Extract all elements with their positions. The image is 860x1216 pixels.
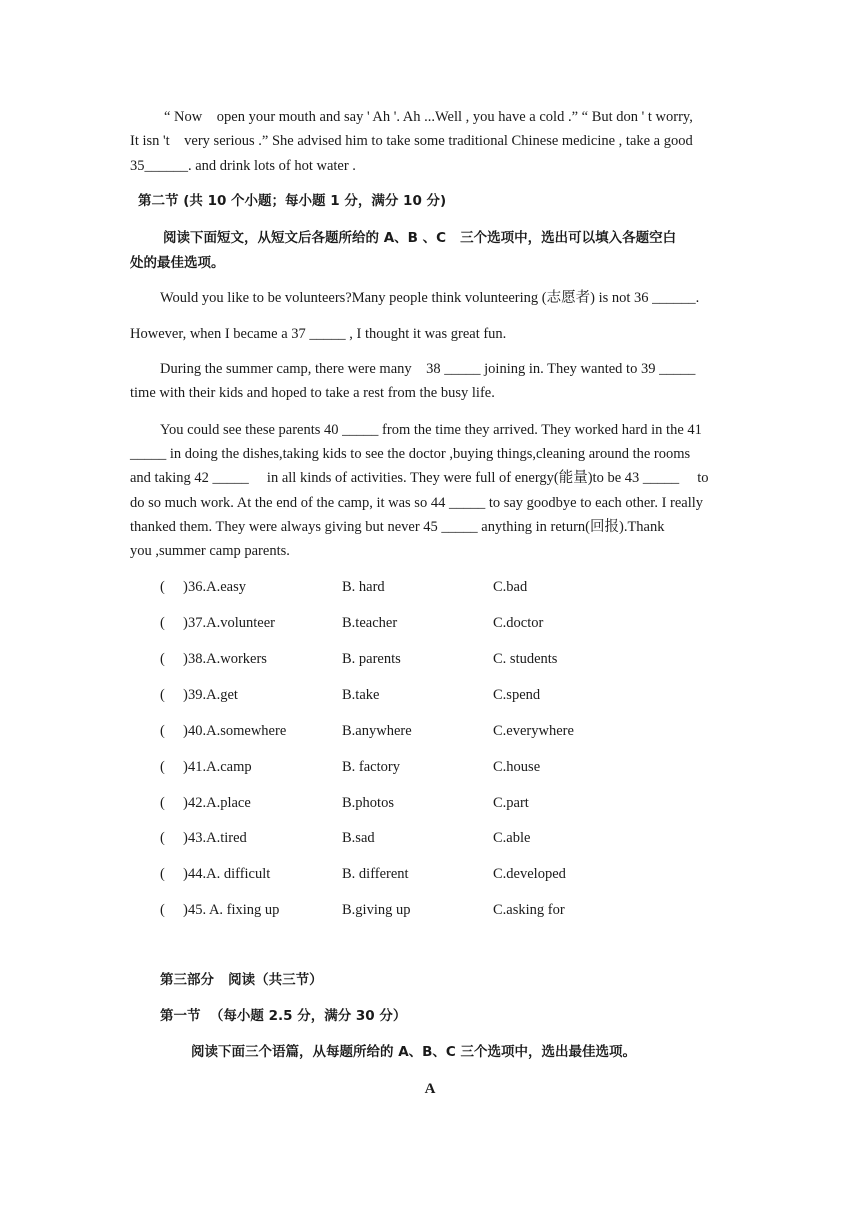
passage-line: you ,summer camp parents. bbox=[130, 543, 290, 559]
instruction-text: 阅读下面短文，从短文后各题所给的 A、B 、C 三个选项中，选出可以填入各题空白 bbox=[163, 230, 677, 246]
option-c: C.spend bbox=[493, 687, 541, 703]
answer-blank[interactable]: ( ) bbox=[160, 687, 188, 703]
option-b: B. different bbox=[342, 866, 409, 882]
paragraph-line: 35______. and drink lots of hot water . bbox=[130, 158, 356, 174]
option-c: C.part bbox=[493, 795, 529, 811]
option-a: 38.A.workers bbox=[188, 651, 267, 667]
question-row bbox=[160, 757, 720, 777]
question-row bbox=[160, 828, 720, 848]
option-a: 42.A.place bbox=[188, 795, 251, 811]
passage-line: thanked them. They were always giving but never 45 _____ anything in return(回报).Thank bbox=[130, 519, 665, 535]
passage-label: A bbox=[424, 1081, 436, 1097]
option-c: C.bad bbox=[493, 579, 528, 595]
passage-line: You could see these parents 40 _____ from the time they arrived. They worked hard in the 41 bbox=[160, 422, 702, 438]
section-heading: 第二节 (共 10 个小题；每小题 1 分，满分 10 分) bbox=[138, 193, 447, 209]
option-a: 39.A.get bbox=[188, 687, 238, 703]
passage-line: do so much work. At the end of the camp, it was so 44 _____ to say goodbye to each other. I really bbox=[130, 495, 704, 511]
answer-blank[interactable]: ( ) bbox=[160, 651, 188, 667]
option-c: C.house bbox=[493, 759, 541, 775]
option-b: B.teacher bbox=[342, 615, 398, 631]
option-c: C.asking for bbox=[493, 902, 565, 918]
option-a: 44.A. difficult bbox=[188, 866, 271, 882]
answer-blank[interactable]: ( ) bbox=[160, 615, 188, 631]
option-c: C.developed bbox=[493, 866, 566, 882]
question-row bbox=[160, 649, 720, 669]
paragraph-line: It isn 't very serious .” She advised him to take some traditional Chinese medicine , take a good bbox=[130, 133, 693, 149]
answer-blank[interactable]: ( ) bbox=[160, 723, 188, 739]
option-a: 43.A.tired bbox=[188, 830, 247, 846]
passage-line: _____ in doing the dishes,taking kids to see the doctor ,buying things,cleaning around the rooms bbox=[130, 446, 691, 462]
question-row bbox=[160, 685, 720, 705]
passage-line: and taking 42 _____ in all kinds of activities. They were full of energy(能量)to be 43 _____ to bbox=[130, 470, 709, 486]
instruction-text: 阅读下面三个语篇，从每题所给的 A、B、C 三个选项中，选出最佳选项。 bbox=[191, 1044, 637, 1060]
option-b: B.photos bbox=[342, 795, 394, 811]
answer-blank[interactable]: ( ) bbox=[160, 830, 188, 846]
passage-line: During the summer camp, there were many 38 _____ joining in. They wanted to 39 _____ bbox=[160, 361, 696, 377]
answer-blank[interactable]: ( ) bbox=[160, 866, 188, 882]
option-a: 37.A.volunteer bbox=[188, 615, 275, 631]
answer-blank[interactable]: ( ) bbox=[160, 759, 188, 775]
part-heading: 第三部分 阅读（共三节） bbox=[160, 972, 323, 988]
option-a: 36.A.easy bbox=[188, 579, 246, 595]
option-a: 40.A.somewhere bbox=[188, 723, 287, 739]
option-b: B. factory bbox=[342, 759, 400, 775]
option-b: B. hard bbox=[342, 579, 385, 595]
passage-line: However, when I became a 37 _____ , I thought it was great fun. bbox=[130, 326, 507, 342]
answer-blank[interactable]: ( ) bbox=[160, 579, 188, 595]
question-row bbox=[160, 793, 720, 813]
option-c: C.doctor bbox=[493, 615, 544, 631]
option-c: C.everywhere bbox=[493, 723, 574, 739]
option-b: B.sad bbox=[342, 830, 375, 846]
instruction-text: 处的最佳选项。 bbox=[130, 255, 225, 271]
option-c: C. students bbox=[493, 651, 558, 667]
passage-line: Would you like to be volunteers?Many people think volunteering (志愿者) is not 36 ______. bbox=[160, 290, 700, 306]
question-row bbox=[160, 721, 720, 741]
question-row bbox=[160, 577, 720, 597]
option-b: B.take bbox=[342, 687, 380, 703]
option-c: C.able bbox=[493, 830, 531, 846]
paragraph-line: “ Now open your mouth and say ' Ah '. Ah ...Well , you have a cold .” “ But don ' t worry, bbox=[164, 109, 693, 125]
answer-blank[interactable]: ( ) bbox=[160, 795, 188, 811]
option-b: B.giving up bbox=[342, 902, 411, 918]
option-b: B. parents bbox=[342, 651, 401, 667]
option-b: B.anywhere bbox=[342, 723, 412, 739]
question-row bbox=[160, 864, 720, 884]
question-row bbox=[160, 900, 720, 920]
question-row bbox=[160, 613, 720, 633]
option-a: 45. A. fixing up bbox=[188, 902, 280, 918]
passage-line: time with their kids and hoped to take a rest from the busy life. bbox=[130, 385, 495, 401]
answer-blank[interactable]: ( ) bbox=[160, 902, 188, 918]
section-heading: 第一节 （每小题 2.5 分，满分 30 分） bbox=[160, 1008, 407, 1024]
option-a: 41.A.camp bbox=[188, 759, 252, 775]
